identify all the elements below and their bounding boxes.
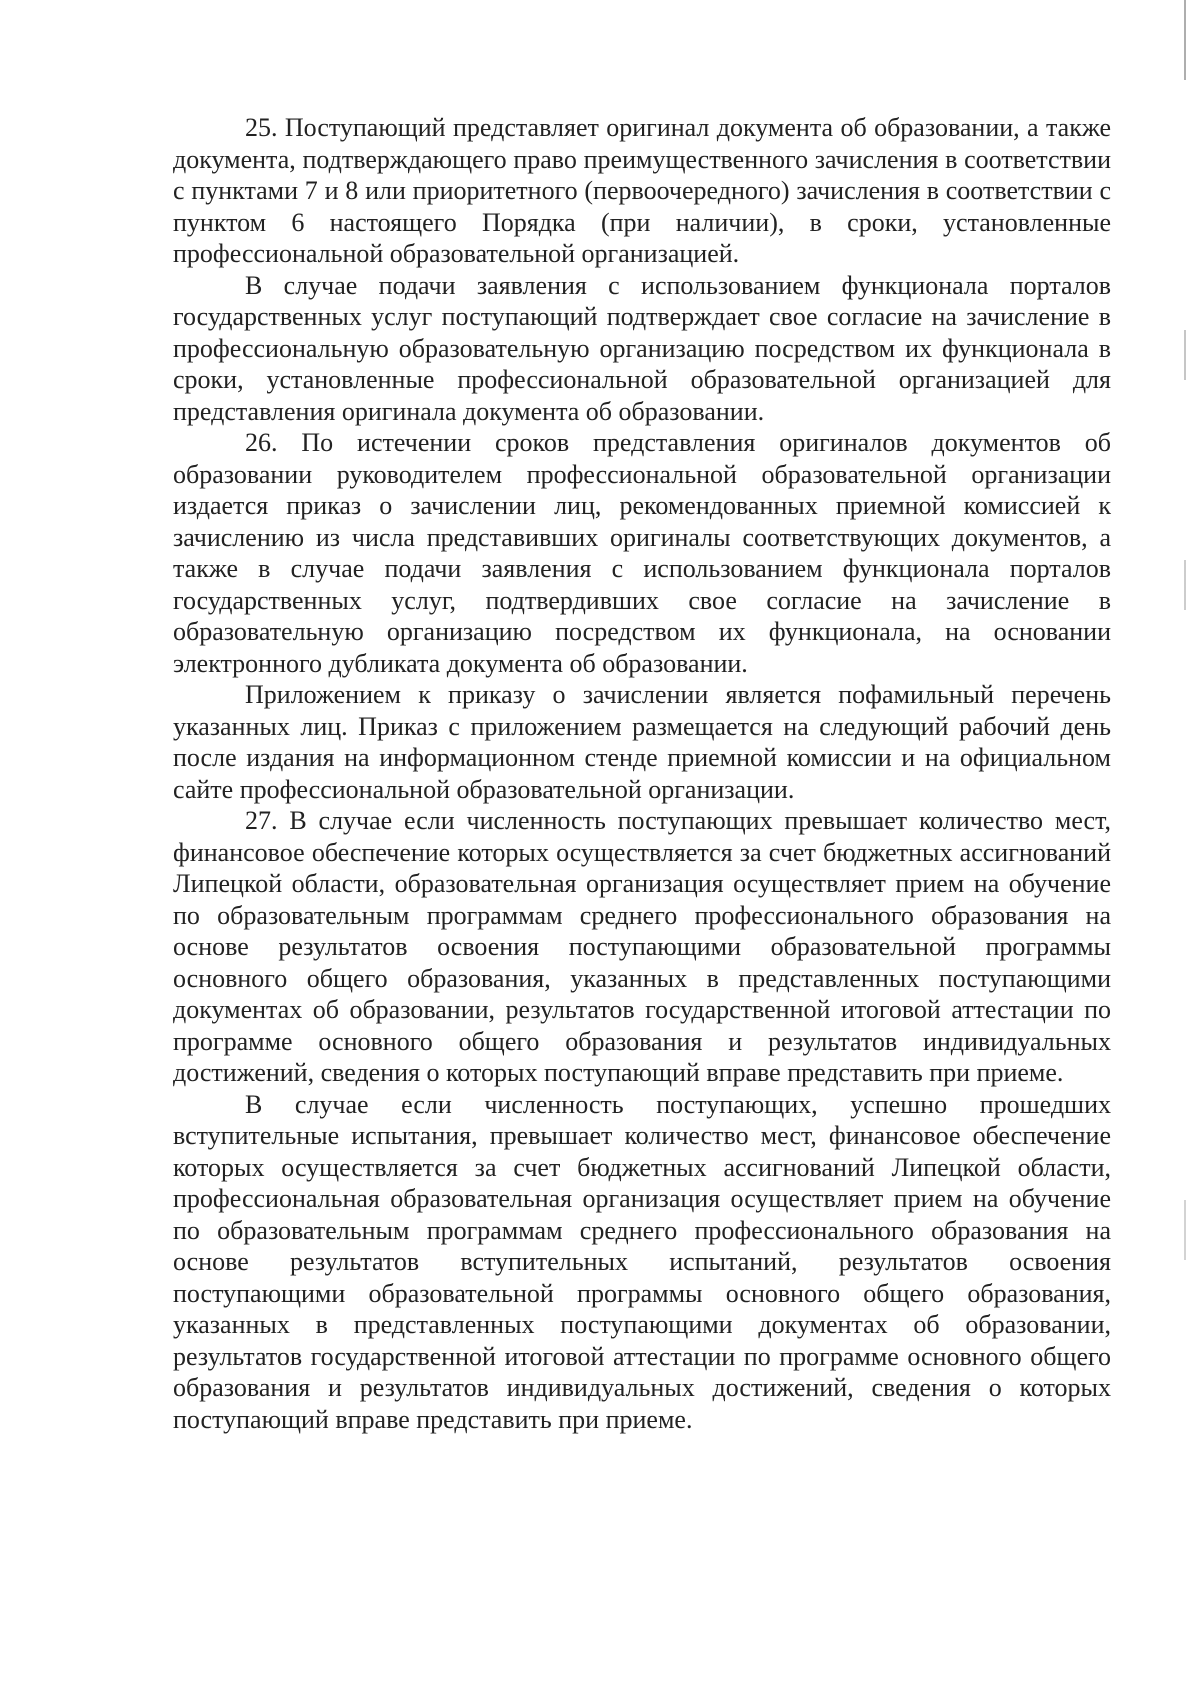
paragraph-25: 25. Поступающий представляет оригинал документа об образовании, а также документа, подтверждающего право преимущественного зачисления в соответствии с пунктами 7 и 8 или приоритетного (первоочередного) зачисления в соответствии с пунктом 6 настоящего Порядка (при наличии), в сроки, установленные профессиональной образовательной организацией. [173, 113, 1111, 268]
paragraph-25-portal-consent: В случае подачи заявления с использованием функционала порталов государственных услуг поступающий подтверждает свое согласие на зачисление в профессиональную образовательную организацию посредством их функционала в сроки, установленные профессиональной образовательной организацией для представления оригинала документа об образовании. [173, 270, 1111, 426]
paragraph-27-entrance-tests: В случае если численность поступающих, успешно прошедших вступительные испытания, превышает количество мест, финансовое обеспечение которых осуществляется за счет бюджетных ассигнований Липецкой области, профессиональная образовательная организация осуществляет прием на обучение по образовательным программам среднего профессионального образования на основе результатов вступительных испытаний, результатов освоения поступающими образовательной программы основного общего образования, указанных в представленных поступающими документах об образовании, результатов государственной итоговой аттестации по программе основного общего образования и результатов индивидуальных достижений, сведения о которых поступающий вправе представить при приеме. [173, 1089, 1111, 1434]
paragraph-26-appendix: Приложением к приказу о зачислении является пофамильный перечень указанных лиц. Приказ с приложением размещается на следующий рабочий день после издания на информационном стенде приемной комиссии и на официальном сайте профессиональной образовательной организации. [173, 680, 1111, 804]
paragraph-27: 27. В случае если численность поступающих превышает количество мест, финансовое обеспечение которых осуществляется за счет бюджетных ассигнований Липецкой области, образовательная организация осуществляет прием на обучение по образовательным программам среднего профессионального образования на основе результатов освоения поступающими образовательной программы основного общего образования, указанных в представленных поступающими документах об образовании, результатов государственной итоговой аттестации по программе основного общего образования и результатов индивидуальных достижений, сведения о которых поступающий вправе представить при приеме. [173, 806, 1111, 1087]
scan-edge-artifact [1184, 0, 1186, 1693]
paragraph-26: 26. По истечении сроков представления оригиналов документов об образовании руководителем профессиональной образовательной организации издается приказ о зачислении лиц, рекомендованных приемной комиссией к зачислению из числа представивших оригиналы соответствующих документов, а также в случае подачи заявления с использованием функционала порталов государственных услуг, подтвердивших свое согласие на зачисление в образовательную организацию посредством их функционала, на основании электронного дубликата документа об образовании. [173, 428, 1111, 678]
document-body [173, 112, 1111, 1435]
